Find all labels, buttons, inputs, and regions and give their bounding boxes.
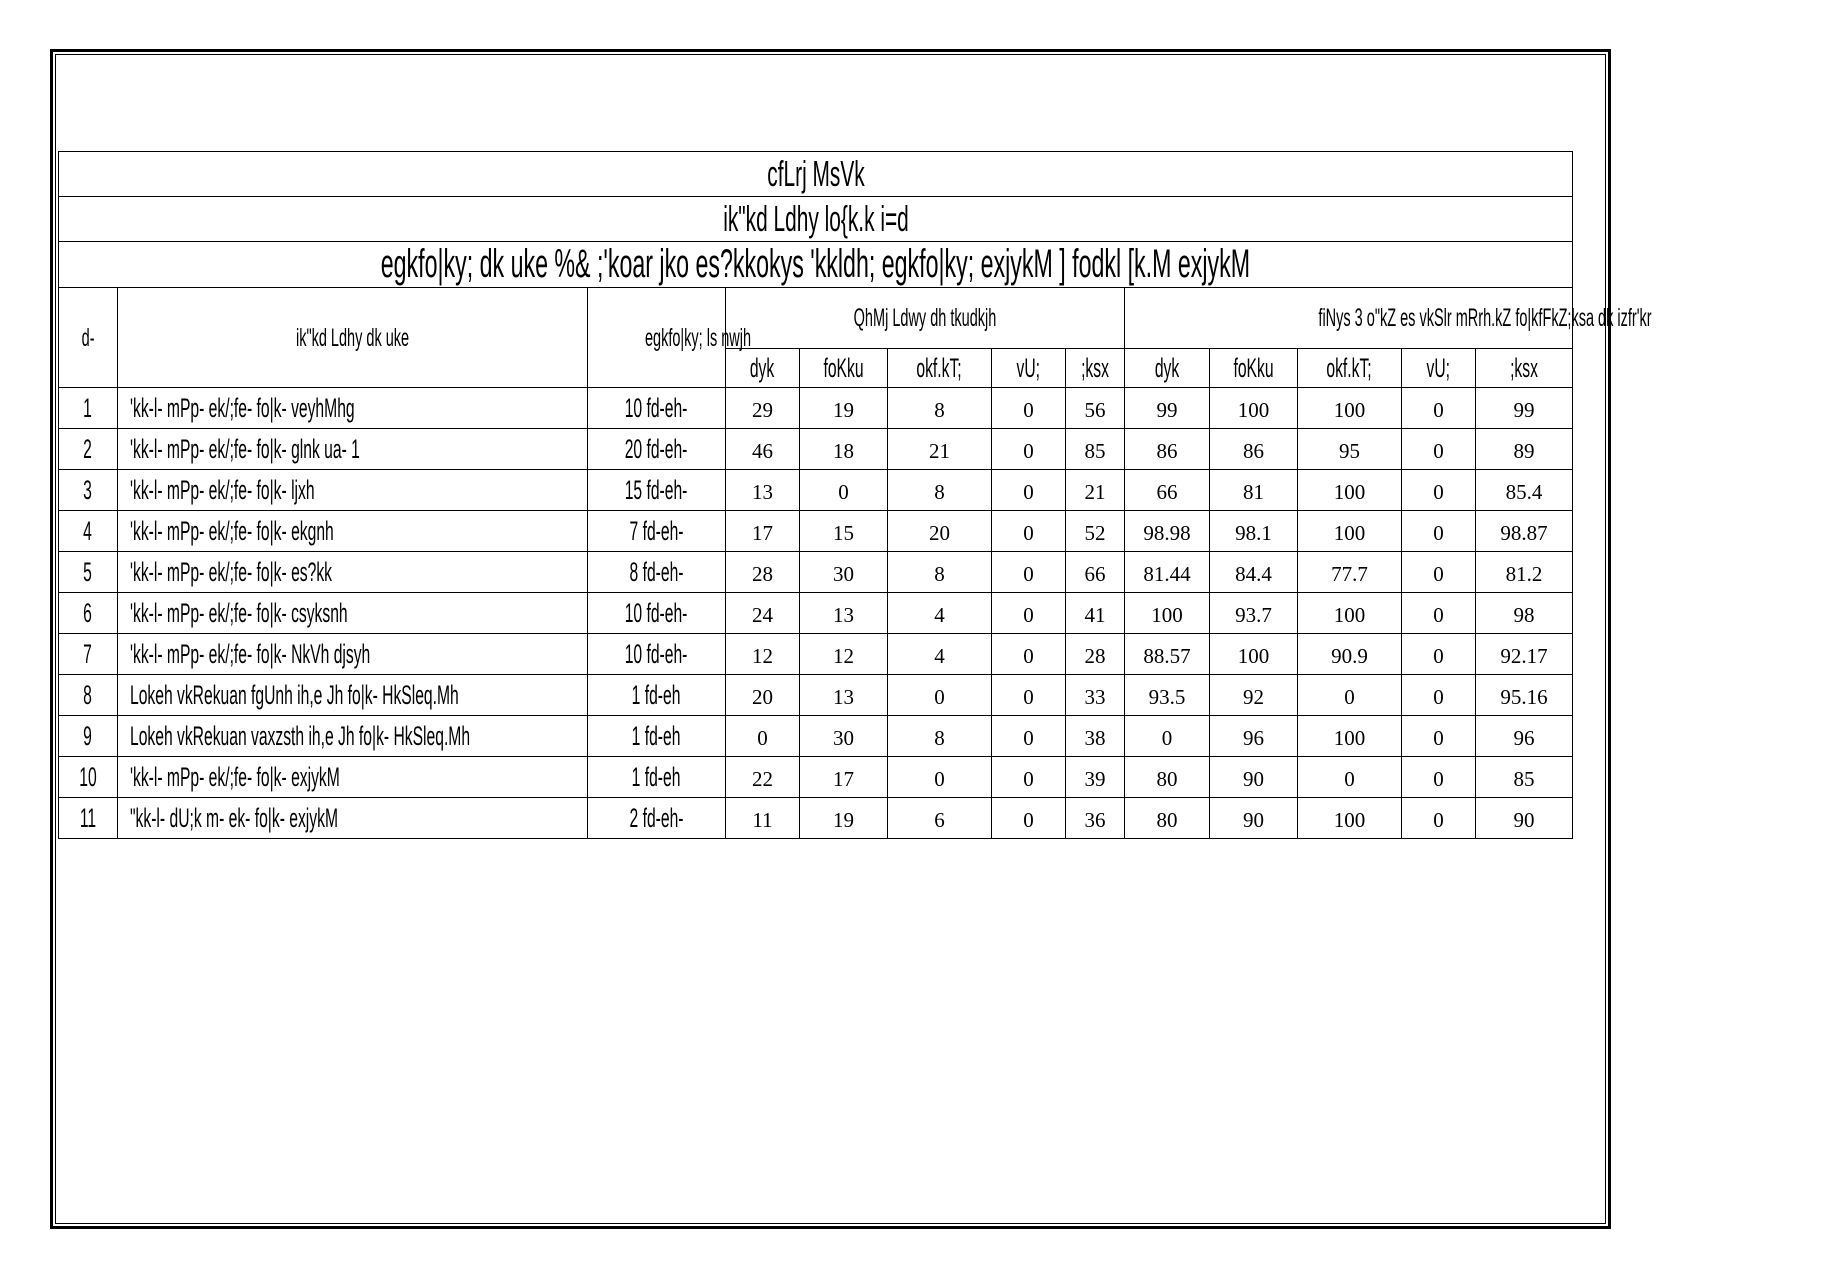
subheader-science-2: foKku — [1210, 349, 1298, 388]
row-value: 90 — [1210, 798, 1298, 839]
row-value: 100 — [1298, 388, 1402, 429]
row-distance: 7 fd-eh- — [588, 511, 726, 552]
table-body — [59, 388, 1573, 839]
row-value: 0 — [992, 675, 1066, 716]
title-row-2 — [59, 197, 1573, 242]
row-value: 81.2 — [1476, 552, 1573, 593]
row-distance: 10 fd-eh- — [588, 593, 726, 634]
feeder-school-survey-table — [58, 151, 1652, 839]
row-school-name: 'kk-l- mPp- ek/;fe- fo|k- csyksnh — [118, 593, 588, 634]
row-serial: 10 — [59, 757, 118, 798]
row-value: 17 — [726, 511, 800, 552]
row-value: 90.9 — [1298, 634, 1402, 675]
row-serial: 6 — [59, 593, 118, 634]
row-value: 0 — [992, 388, 1066, 429]
row-value: 84.4 — [1210, 552, 1298, 593]
row-value: 13 — [726, 470, 800, 511]
row-serial: 8 — [59, 675, 118, 716]
row-value: 98.1 — [1210, 511, 1298, 552]
row-value: 80 — [1125, 757, 1210, 798]
row-value: 39 — [1066, 757, 1125, 798]
row-value: 4 — [888, 593, 992, 634]
row-serial: 11 — [59, 798, 118, 839]
row-value: 52 — [1066, 511, 1125, 552]
title-row-3 — [59, 242, 1573, 288]
row-value: 98.87 — [1476, 511, 1573, 552]
row-value: 0 — [800, 470, 888, 511]
form-title: ik"kd Ldhy lo{k.k i=d — [722, 198, 909, 239]
subheader-science-1: foKku — [800, 349, 888, 388]
row-value: 0 — [992, 511, 1066, 552]
row-value: 28 — [726, 552, 800, 593]
row-value: 12 — [726, 634, 800, 675]
row-distance: 1 fd-eh — [588, 716, 726, 757]
row-serial: 1 — [59, 388, 118, 429]
row-value: 96 — [1210, 716, 1298, 757]
row-value: 8 — [888, 716, 992, 757]
title-row-1 — [59, 152, 1573, 197]
row-value: 90 — [1476, 798, 1573, 839]
row-value: 99 — [1125, 388, 1210, 429]
row-value: 18 — [800, 429, 888, 470]
row-value: 0 — [992, 429, 1066, 470]
row-serial: 3 — [59, 470, 118, 511]
subheader-other-1: vU; — [992, 349, 1066, 388]
row-value: 0 — [1402, 511, 1476, 552]
table-row — [59, 388, 1573, 429]
row-value: 28 — [1066, 634, 1125, 675]
row-serial: 9 — [59, 716, 118, 757]
row-value: 100 — [1210, 634, 1298, 675]
district-title: cfLrj MsVk — [766, 153, 865, 194]
row-value: 100 — [1298, 593, 1402, 634]
table-row — [59, 511, 1573, 552]
row-value: 0 — [992, 470, 1066, 511]
row-value: 66 — [1125, 470, 1210, 511]
row-serial: 5 — [59, 552, 118, 593]
row-value: 20 — [726, 675, 800, 716]
row-value: 93.5 — [1125, 675, 1210, 716]
row-value: 0 — [992, 634, 1066, 675]
row-value: 80 — [1125, 798, 1210, 839]
row-value: 100 — [1210, 388, 1298, 429]
row-value: 100 — [1298, 798, 1402, 839]
row-value: 100 — [1125, 593, 1210, 634]
row-school-name: 'kk-l- mPp- ek/;fe- fo|k- es?kk — [118, 552, 588, 593]
row-value: 29 — [726, 388, 800, 429]
header-serial: d- — [59, 288, 118, 388]
row-school-name: 'kk-l- mPp- ek/;fe- fo|k- glnk ua- 1 — [118, 429, 588, 470]
row-value: 15 — [800, 511, 888, 552]
header-pass-percentage: fiNys 3 o"kZ es vkSlr mRrh.kZ fo|kfFkZ;ksa dk izfr'kr — [1125, 288, 1573, 349]
row-value: 90 — [1210, 757, 1298, 798]
row-value: 21 — [888, 429, 992, 470]
subheader-total-1: ;ksx — [1066, 349, 1125, 388]
row-value: 77.7 — [1298, 552, 1402, 593]
row-value: 38 — [1066, 716, 1125, 757]
row-value: 0 — [992, 716, 1066, 757]
row-distance: 20 fd-eh- — [588, 429, 726, 470]
table-row — [59, 757, 1573, 798]
row-serial: 2 — [59, 429, 118, 470]
row-value: 92 — [1210, 675, 1298, 716]
row-value: 0 — [1298, 675, 1402, 716]
row-value: 19 — [800, 388, 888, 429]
row-value: 13 — [800, 593, 888, 634]
row-value: 13 — [800, 675, 888, 716]
row-school-name: 'kk-l- mPp- ek/;fe- fo|k- veyhMhg — [118, 388, 588, 429]
row-value: 100 — [1298, 716, 1402, 757]
row-value: 86 — [1210, 429, 1298, 470]
row-school-name: "kk-l- dU;k m- ek- fo|k- exjykM — [118, 798, 588, 839]
row-value: 100 — [1298, 511, 1402, 552]
row-distance: 10 fd-eh- — [588, 634, 726, 675]
row-value: 85 — [1476, 757, 1573, 798]
row-value: 85.4 — [1476, 470, 1573, 511]
row-school-name: 'kk-l- mPp- ek/;fe- fo|k- NkVh djsyh — [118, 634, 588, 675]
header-scheme-name: ik"kd Ldhy dk uke — [118, 288, 588, 388]
row-value: 30 — [800, 552, 888, 593]
row-value: 95 — [1298, 429, 1402, 470]
row-distance: 15 fd-eh- — [588, 470, 726, 511]
row-value: 24 — [726, 593, 800, 634]
row-value: 19 — [800, 798, 888, 839]
row-school-name: 'kk-l- mPp- ek/;fe- fo|k- exjykM — [118, 757, 588, 798]
row-value: 85 — [1066, 429, 1125, 470]
row-value: 0 — [1402, 552, 1476, 593]
row-value: 0 — [726, 716, 800, 757]
row-value: 46 — [726, 429, 800, 470]
table-row — [59, 593, 1573, 634]
table-row — [59, 716, 1573, 757]
row-value: 30 — [800, 716, 888, 757]
row-value: 89 — [1476, 429, 1573, 470]
row-school-name: 'kk-l- mPp- ek/;fe- fo|k- ekgnh — [118, 511, 588, 552]
row-distance: 8 fd-eh- — [588, 552, 726, 593]
row-value: 0 — [1402, 757, 1476, 798]
row-distance: 1 fd-eh — [588, 675, 726, 716]
header-distance: egkfo|ky; ls nwjh — [588, 288, 726, 388]
table-row — [59, 552, 1573, 593]
row-value: 12 — [800, 634, 888, 675]
row-value: 99 — [1476, 388, 1573, 429]
row-distance: 2 fd-eh- — [588, 798, 726, 839]
row-value: 81.44 — [1125, 552, 1210, 593]
row-value: 22 — [726, 757, 800, 798]
subheader-other-2: vU; — [1402, 349, 1476, 388]
row-value: 86 — [1125, 429, 1210, 470]
row-value: 95.16 — [1476, 675, 1573, 716]
row-value: 0 — [1125, 716, 1210, 757]
table-row — [59, 429, 1573, 470]
row-value: 92.17 — [1476, 634, 1573, 675]
row-value: 88.57 — [1125, 634, 1210, 675]
row-value: 21 — [1066, 470, 1125, 511]
row-value: 11 — [726, 798, 800, 839]
header-feeder-info: QhMj Ldwy dh tkudkjh — [726, 288, 1125, 349]
row-distance: 10 fd-eh- — [588, 388, 726, 429]
row-value: 81 — [1210, 470, 1298, 511]
row-value: 0 — [992, 798, 1066, 839]
row-serial: 7 — [59, 634, 118, 675]
row-value: 0 — [888, 675, 992, 716]
row-value: 66 — [1066, 552, 1125, 593]
table-row — [59, 634, 1573, 675]
row-school-name: Lokeh vkRekuan vaxzsth ih,e Jh fo|k- HkSleq.Mh — [118, 716, 588, 757]
subheader-commerce-2: okf.kT; — [1298, 349, 1402, 388]
row-serial: 4 — [59, 511, 118, 552]
table-row — [59, 675, 1573, 716]
row-value: 0 — [992, 593, 1066, 634]
subheader-total-2: ;ksx — [1476, 349, 1573, 388]
row-value: 0 — [1402, 716, 1476, 757]
table-row — [59, 470, 1573, 511]
row-value: 0 — [1402, 798, 1476, 839]
row-value: 0 — [1402, 634, 1476, 675]
row-value: 0 — [1402, 388, 1476, 429]
row-value: 33 — [1066, 675, 1125, 716]
row-value: 98 — [1476, 593, 1573, 634]
row-value: 0 — [1298, 757, 1402, 798]
row-distance: 1 fd-eh — [588, 757, 726, 798]
row-value: 17 — [800, 757, 888, 798]
row-value: 0 — [992, 757, 1066, 798]
header-row — [59, 288, 1573, 349]
row-value: 96 — [1476, 716, 1573, 757]
row-value: 93.7 — [1210, 593, 1298, 634]
row-value: 0 — [1402, 593, 1476, 634]
table-row — [59, 798, 1573, 839]
row-value: 0 — [1402, 429, 1476, 470]
row-value: 100 — [1298, 470, 1402, 511]
row-value: 8 — [888, 470, 992, 511]
row-value: 0 — [992, 552, 1066, 593]
row-value: 36 — [1066, 798, 1125, 839]
row-value: 20 — [888, 511, 992, 552]
subheader-commerce-1: okf.kT; — [888, 349, 992, 388]
row-value: 8 — [888, 552, 992, 593]
row-value: 0 — [1402, 470, 1476, 511]
row-value: 56 — [1066, 388, 1125, 429]
row-value: 41 — [1066, 593, 1125, 634]
row-school-name: 'kk-l- mPp- ek/;fe- fo|k- ljxh — [118, 470, 588, 511]
row-value: 98.98 — [1125, 511, 1210, 552]
row-value: 0 — [888, 757, 992, 798]
subheader-arts-1: dyk — [726, 349, 800, 388]
row-value: 6 — [888, 798, 992, 839]
row-school-name: Lokeh vkRekuan fgUnh ih,e Jh fo|k- HkSleq.Mh — [118, 675, 588, 716]
row-value: 0 — [1402, 675, 1476, 716]
subheader-arts-2: dyk — [1125, 349, 1210, 388]
row-value: 4 — [888, 634, 992, 675]
college-name-title: egkfo|ky; dk uke %& ;'koar jko es?kkokys 'kkldh; egkfo|ky; exjykM ] fodkl [k.M exjykM — [380, 242, 1251, 286]
row-value: 8 — [888, 388, 992, 429]
